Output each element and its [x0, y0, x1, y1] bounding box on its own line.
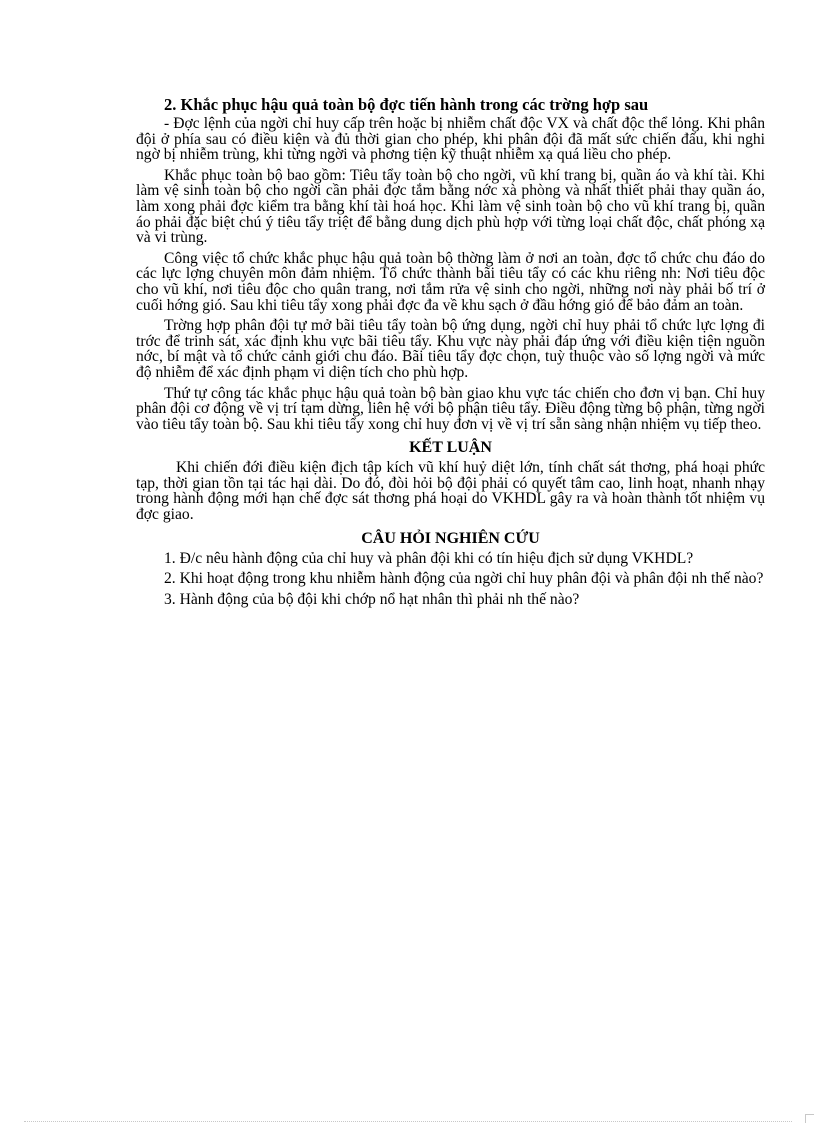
question-item: 2. Khi hoạt động trong khu nhiễm hành động của ngời chỉ huy phân đội và phân đội nh thế nào? — [164, 570, 764, 588]
paragraph: Khắc phục toàn bộ bao gồm: Tiêu tẩy toàn bộ cho ngời, vũ khí trang bị, quần áo và khí tài. Khi làm vệ sinh toàn bộ cho ngời cần phải đợc tắm bằng nớc xà phòng và nhất thiết phải thay quần áo, làm xong phải đợc kiểm tra bằng khí tài hoá học. Khi làm vệ sinh toàn bộ cho vũ khí trang bị, quần áo phải đặc biệt chú ý tiêu tẩy triệt để bằng dung dịch phù hợp với từng loại chất độc, chất phóng xạ và vi trùng. — [136, 166, 765, 247]
conclusion-title: KẾT LUẬN — [409, 439, 492, 457]
document-body — [136, 96, 765, 612]
page-corner-mark — [805, 1114, 814, 1123]
conclusion-text: Khi chiến đới điều kiện địch tập kích vũ khí huỷ diệt lớn, tính chất sát thơng, phá hoại phức tạp, thời gian tồn tại tác hại dài. Do đó, đòi hỏi bộ đội phải có quyết tâm cao, linh hoạt, nhanh nhạy trong hành động mới hạn chế đợc sát thơng phá hoại do VKHDL gây ra và hoàn thành tốt nhiệm vụ đợc giao. — [136, 459, 765, 524]
question-item: 1. Đ/c nêu hành động của chỉ huy và phân đội khi có tín hiệu địch sử dụng VKHDL? — [164, 549, 694, 567]
paragraph: Trờng hợp phân đội tự mở bãi tiêu tẩy toàn bộ ứng dụng, ngời chỉ huy phải tổ chức lực lợng đi trớc để trinh sát, xác định khu vực bãi tiêu tẩy. Khu vực này phải đáp ứng với điều kiện tiện nguồn nớc, bí mật và tổ chức cảnh giới chu đáo. Bãi tiêu tẩy đợc chọn, tuỳ thuộc vào số lợng ngời và mức độ nhiễm để xác định phạm vi diện tích cho phù hợp. — [136, 317, 765, 381]
question-item: 3. Hành động của bộ đội khi chớp nổ hạt nhân thì phải nh thế nào? — [164, 590, 580, 608]
section-heading: 2. Khắc phục hậu quả toàn bộ đợc tiến hành trong các trờng hợp sau — [164, 95, 649, 114]
paragraph: Công việc tổ chức khắc phục hậu quả toàn bộ thờng làm ở nơi an toàn, đợc tổ chức chu đáo do các lực lợng chuyên môn đảm nhiệm. Tổ chức thành bãi tiêu tẩy có các khu riêng nh: Nơi tiêu độc cho vũ khí, nơi tiêu độc cho quân trang, nơi tắm rửa vệ sinh cho ngời, những nơi này phải bố trí ở cuối hớng gió. Sau khi tiêu tẩy xong phải đợc đa về khu sạch ở đầu hớng gió để bảo đảm an toàn. — [136, 249, 765, 314]
page-bottom-divider — [24, 1121, 792, 1122]
paragraph: - Đợc lệnh của ngời chỉ huy cấp trên hoặc bị nhiễm chất độc VX và chất độc thể lỏng. Khi phân đội ở phía sau có điều kiện và đủ thời gian cho phép, khi phân đội đã mất sức chiến đấu, khi nghi ngờ bị nhiễm trùng, khi từng ngời và phơng tiện kỹ thuật nhiễm xạ quá liều cho phép. — [136, 115, 765, 164]
questions-title: CÂU HỎI NGHIÊN CỨU — [361, 529, 540, 547]
paragraph: Thứ tự công tác khắc phục hậu quả toàn bộ bàn giao khu vực tác chiến cho đơn vị bạn. Chỉ huy phân đội cơ động về vị trí tạm dừng, liên hệ với bộ phận tiêu tẩy. Điều động từng bộ phận, từng ngời vào tiêu tẩy toàn bộ. Sau khi tiêu tẩy xong chỉ huy đơn vị về vị trí sẵn sàng nhận nhiệm vụ tiếp theo. — [136, 384, 765, 433]
